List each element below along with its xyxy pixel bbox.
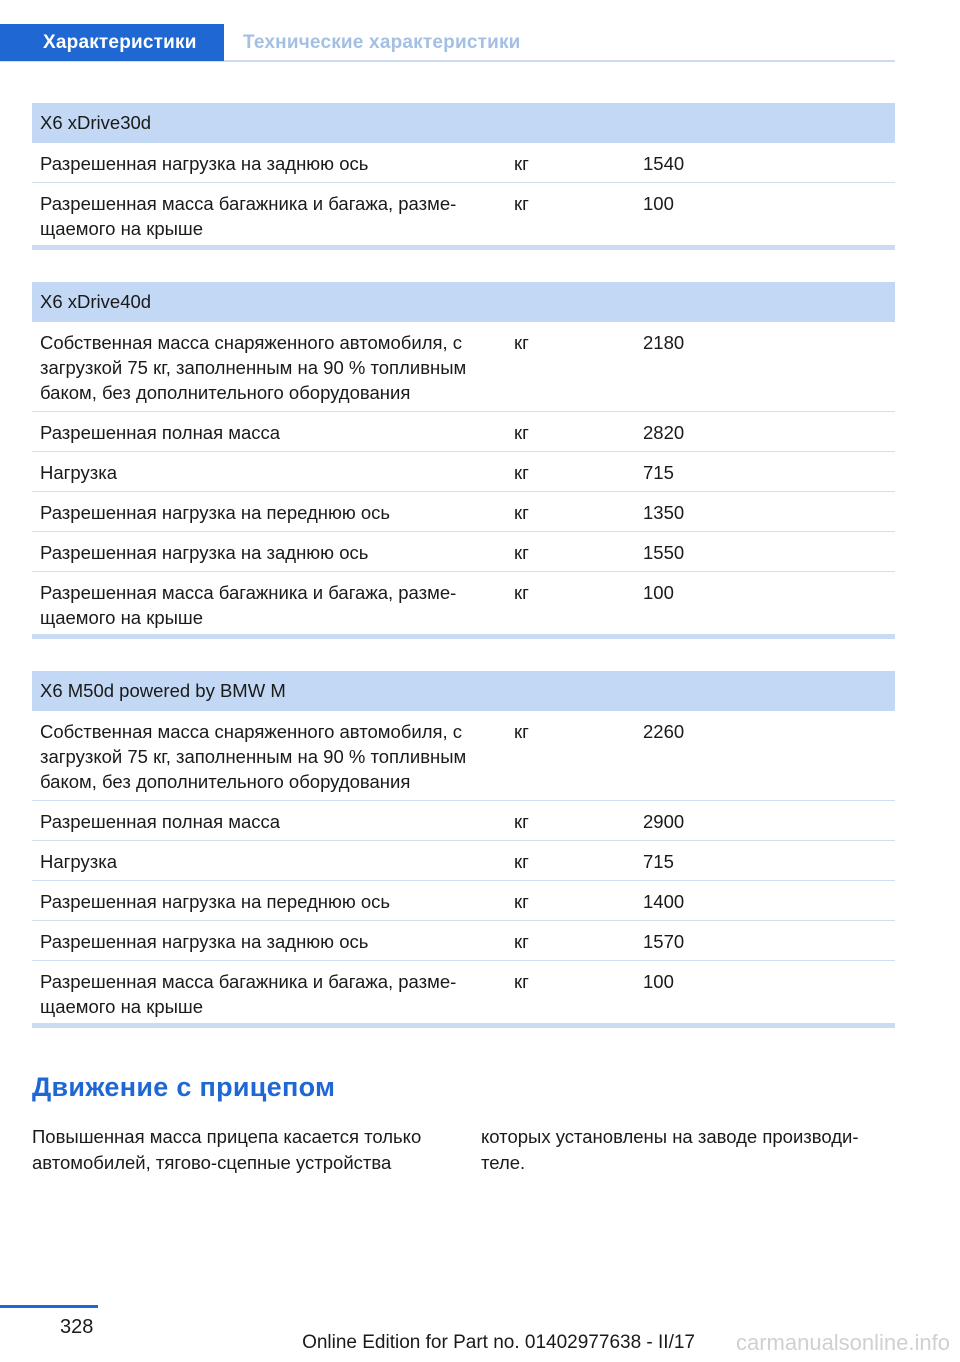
table-row	[32, 322, 895, 412]
row-value: 1570	[643, 931, 685, 952]
row-value: 2260	[643, 721, 685, 742]
table-end-rule	[32, 245, 895, 250]
table-row	[32, 711, 895, 801]
table-end-rule	[32, 1023, 895, 1028]
row-label: Разрешенная нагрузка на заднюю ось	[40, 153, 369, 174]
section-paragraph-col2: которых установлены на заводе производи-теле.	[481, 1126, 859, 1173]
table-row	[32, 412, 895, 452]
row-unit: кг	[514, 462, 529, 483]
table-row	[32, 492, 895, 532]
row-unit: кг	[514, 153, 529, 174]
table-row	[32, 143, 895, 183]
row-label: Разрешенная нагрузка на переднюю ось	[40, 891, 391, 912]
watermark: carmanualsonline.info	[735, 1330, 950, 1355]
row-value: 100	[643, 193, 674, 214]
row-unit: кг	[514, 582, 529, 603]
row-value: 1540	[643, 153, 685, 174]
row-label: Разрешенная нагрузка на заднюю ось	[40, 931, 369, 952]
row-unit: кг	[514, 502, 529, 523]
table-end-rule	[32, 634, 895, 639]
row-value: 715	[643, 462, 674, 483]
row-label: Разрешенная масса багажника и багажа, разме-щаемого на крыше	[40, 582, 457, 628]
row-unit: кг	[514, 332, 529, 353]
row-value: 1400	[643, 891, 685, 912]
row-label: Разрешенная нагрузка на переднюю ось	[40, 502, 391, 523]
row-label: Собственная масса снаряженного автомобиля, с загрузкой 75 кг, заполненным на 90 % топливным баком, без дополнительного оборудования	[40, 721, 467, 792]
row-value: 100	[643, 582, 674, 603]
row-label: Разрешенная полная масса	[40, 422, 281, 443]
row-unit: кг	[514, 193, 529, 214]
row-unit: кг	[514, 542, 529, 563]
row-unit: кг	[514, 422, 529, 443]
spec-table-x6-xdrive30d	[32, 103, 895, 250]
table-row	[32, 183, 895, 245]
row-label: Разрешенная нагрузка на заднюю ось	[40, 542, 369, 563]
row-label: Собственная масса снаряженного автомобиля, с загрузкой 75 кг, заполненным на 90 % топливным баком, без дополнительного оборудования	[40, 332, 467, 403]
table-row	[32, 881, 895, 921]
row-unit: кг	[514, 891, 529, 912]
row-label: Нагрузка	[40, 462, 117, 483]
table-row	[32, 572, 895, 634]
row-value: 2900	[643, 811, 685, 832]
row-label: Разрешенная полная масса	[40, 811, 281, 832]
table-row	[32, 841, 895, 881]
row-unit: кг	[514, 851, 529, 872]
row-unit: кг	[514, 721, 529, 742]
footer-accent-line	[0, 1305, 98, 1308]
table-row	[32, 921, 895, 961]
page-number: 328	[60, 1316, 94, 1338]
table-row	[32, 532, 895, 572]
header-tab-characteristics[interactable]: Характеристики	[0, 24, 224, 61]
table-title: X6 xDrive40d	[32, 282, 895, 322]
row-label: Разрешенная масса багажника и багажа, разме-щаемого на крыше	[40, 971, 457, 1017]
row-value: 100	[643, 971, 674, 992]
table-row	[32, 452, 895, 492]
row-value: 2180	[643, 332, 685, 353]
table-title: X6 xDrive30d	[32, 103, 895, 143]
row-unit: кг	[514, 931, 529, 952]
table-row	[32, 801, 895, 841]
row-value: 1350	[643, 502, 685, 523]
spec-table-x6-xdrive40d	[32, 282, 895, 639]
header-tab-technical-specs[interactable]: Технические характеристики	[243, 32, 521, 53]
row-unit: кг	[514, 971, 529, 992]
page-header	[0, 24, 895, 62]
section-paragraph-col1: Повышенная масса прицепа касается только автомобилей, тягово-сцепные устройства	[32, 1126, 422, 1173]
row-value: 2820	[643, 422, 685, 443]
table-row	[32, 961, 895, 1023]
row-label: Разрешенная масса багажника и багажа, разме-щаемого на крыше	[40, 193, 457, 239]
row-value: 715	[643, 851, 674, 872]
spec-table-x6-m50d	[32, 671, 895, 1028]
section-title-trailer: Движение с прицепом	[32, 1072, 336, 1102]
row-value: 1550	[643, 542, 685, 563]
row-label: Нагрузка	[40, 851, 117, 872]
table-title: X6 M50d powered by BMW M	[32, 671, 895, 711]
row-unit: кг	[514, 811, 529, 832]
edition-info: Online Edition for Part no. 01402977638 - II/17	[302, 1332, 695, 1353]
